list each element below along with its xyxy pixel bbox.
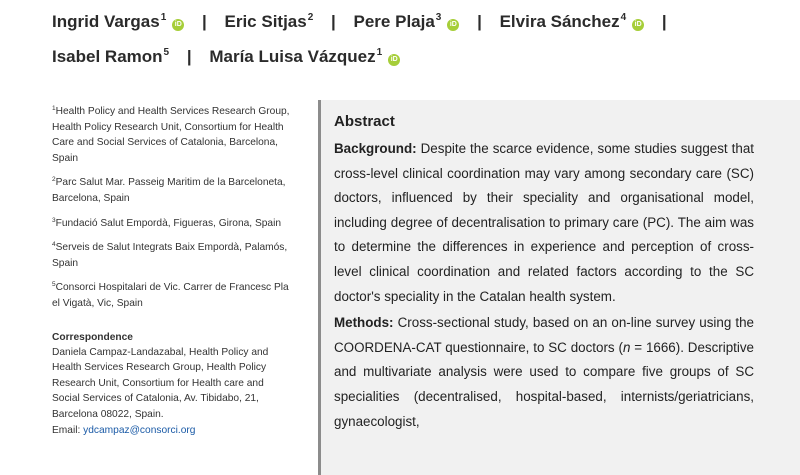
- background-label: Background:: [334, 141, 417, 156]
- author-separator: |: [477, 12, 482, 31]
- correspondence-heading: Correspondence: [52, 331, 133, 343]
- abstract-body: [334, 137, 754, 434]
- author: Pere Plaja$^3$: [353, 12, 442, 31]
- email-link[interactable]: ydcampaz@consorci.org: [83, 424, 196, 436]
- author-separator: |: [331, 12, 336, 31]
- author: Ingrid Vargas$^1$: [52, 12, 167, 31]
- methods-text-2: = 1666). Descriptive and multivariate analysis were used to compare five groups of SC specialities (decentralised, hospital-based, internists/geriatricians, gynaecologist,: [334, 339, 754, 429]
- methods-text-1: Cross-sectional study, based on an on-line survey using the COORDENA-CAT questionnaire, to SC doctors (: [334, 315, 754, 355]
- orcid-icon[interactable]: iD: [447, 19, 459, 31]
- orcid-icon[interactable]: iD: [632, 19, 644, 31]
- affiliations-column: [52, 101, 292, 438]
- methods-n: n: [622, 339, 631, 355]
- affiliation: $^3$Fundació Salut Empordà, Figueras, Girona, Spain: [52, 216, 282, 229]
- author: María Luisa Vázquez$^1$: [209, 47, 383, 66]
- author-line-1: [52, 2, 792, 37]
- email-line: [52, 423, 292, 439]
- author-separator: |: [186, 47, 192, 66]
- abstract-title: Abstract: [334, 113, 395, 130]
- correspondence-text: Daniela Campaz-Landazabal, Health Policy and Health Services Research Group, Health Policy Research Unit, Consortium for Health care and Social Services of Catalonia, Av. Tibidabo, 21, Barcelona 08022, Spain.: [52, 346, 269, 420]
- author-list: [52, 2, 792, 72]
- abstract-methods: [334, 311, 754, 434]
- author: Elvira Sánchez$^4$: [499, 12, 627, 31]
- affiliation: $^5$Consorci Hospitalari de Vic. Carrer de Francesc Pla el Vigatà, Vic, Spain: [52, 281, 289, 309]
- author-separator: |: [661, 12, 667, 31]
- abstract-background: [334, 137, 754, 309]
- affiliation: $^4$Serveis de Salut Integrats Baix Empordà, Palamós, Spain: [52, 241, 288, 269]
- author-separator: |: [202, 12, 207, 31]
- author: Isabel Ramon$^5$: [52, 47, 170, 66]
- author-line-2: [52, 37, 792, 72]
- methods-label: Methods:: [334, 315, 394, 331]
- affiliation: $^1$Health Policy and Health Services Research Group, Health Policy Research Unit, Consortium for Health Care and Social Services of Catalonia, Barcelona, Spain: [52, 105, 290, 164]
- background-text: Despite the scarce evidence, some studies suggest that cross-level clinical coordination may vary among secondary care (SC) doctors, influenced by their speciality and organisational model, including degree of decentralisation to primary care (PC). The aim was to determine the differences in experience and perception of cross-level clinical coordination and related factors according to the SC doctor's speciality in the Catalan health system.: [334, 141, 754, 304]
- abstract-box: [318, 100, 800, 475]
- email-label: Email:: [52, 424, 81, 436]
- orcid-icon[interactable]: iD: [388, 54, 400, 66]
- affiliation: $^2$Parc Salut Mar. Passeig Maritim de la Barceloneta, Barcelona, Spain: [52, 176, 286, 204]
- orcid-icon[interactable]: iD: [172, 19, 184, 31]
- author: Eric Sitjas$^2$: [224, 12, 314, 31]
